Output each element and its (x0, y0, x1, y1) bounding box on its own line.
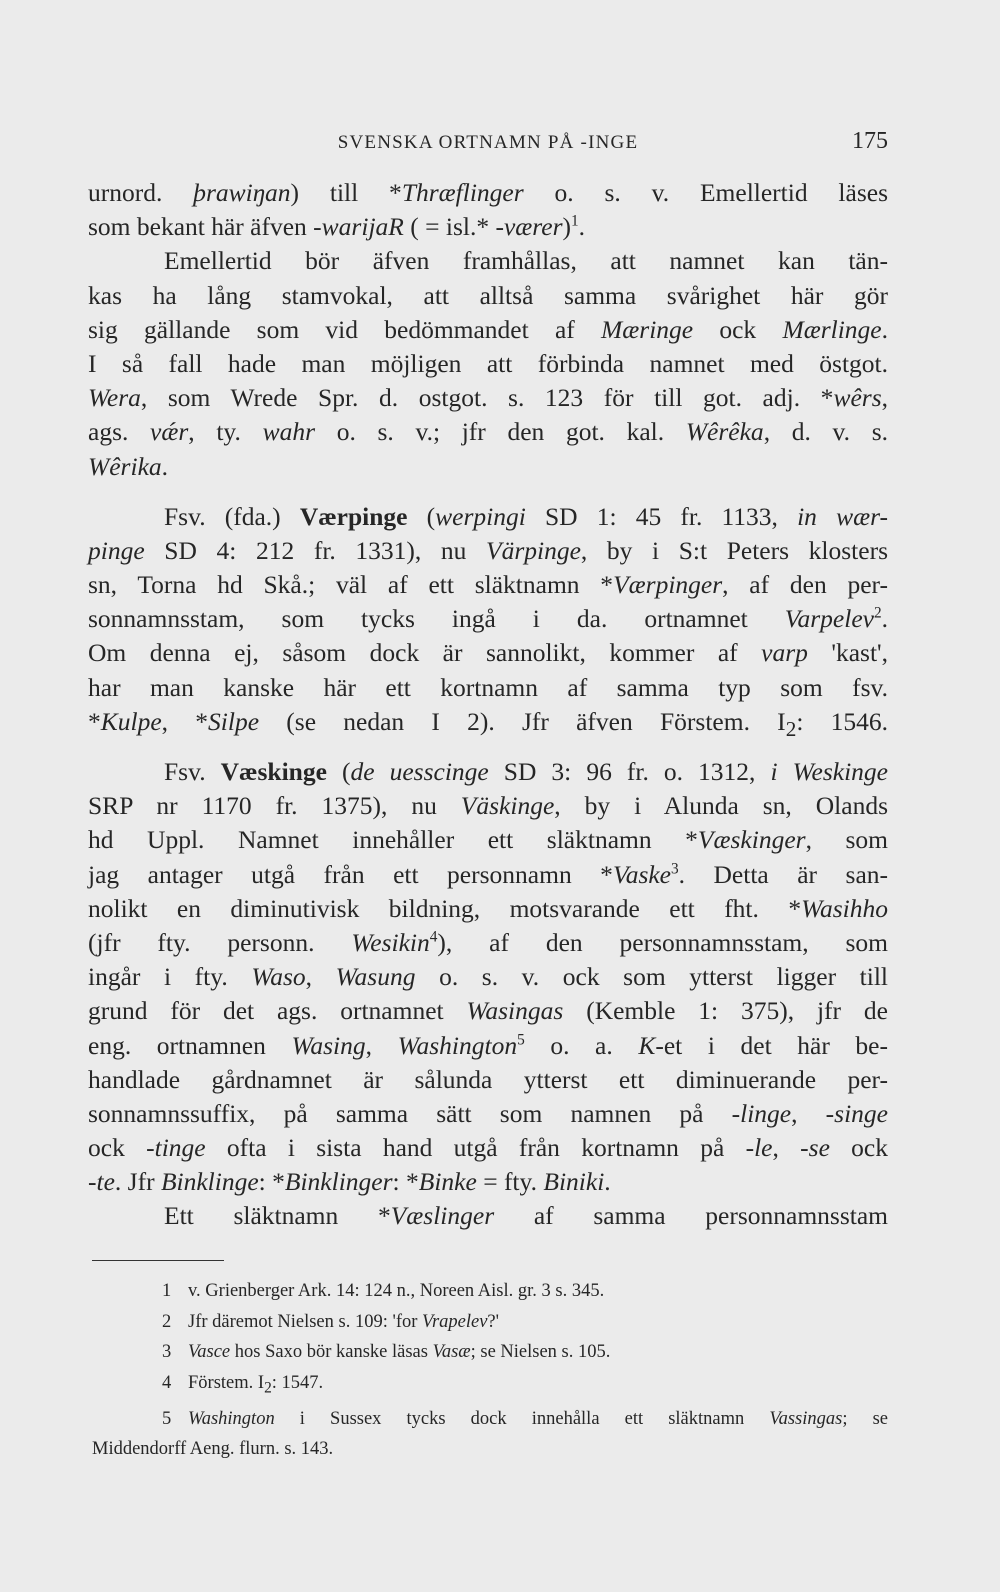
footnote-text: Vasce hos Saxo bör kanske läsas Vasæ; se Nielsen s. 105. (188, 1342, 611, 1362)
text-line: ags. vǽr, ty. wahr o. s. v.; jfr den got. kal. Wêrêka, d. v. s. (88, 417, 888, 447)
footnote (92, 1337, 888, 1368)
text-line: handlade gårdnamnet är sålunda ytterst ett diminuerande per- (88, 1064, 888, 1094)
text-line: sonnamnssuffix, på samma sätt som namnen på -linge, -singe (88, 1098, 888, 1128)
text-line: SRP nr 1170 fr. 1375), nu Väskinge, by i Alunda sn, Olands (88, 791, 888, 821)
text-line: Fsv. (fda.) Værpinge (werpingi SD 1: 45 fr. 1133, in wær- (164, 501, 888, 531)
text-line: Om denna ej, såsom dock är sannolikt, kommer af varp 'kast', (88, 638, 889, 668)
footnote-number: 5 (162, 1408, 172, 1429)
footnote (92, 1276, 888, 1307)
text-line: -te. Jfr Binklinge: *Binklinger: *Binke = fty. Biniki. (88, 1167, 611, 1197)
text-line: Wera, som Wrede Spr. d. ostgot. s. 123 för till got. adj. *wêrs, (88, 383, 888, 413)
text-line: har man kanske här ett kortnamn af samma typ som fsv. (88, 672, 888, 702)
text-line: *Kulpe, *Silpe (se nedan I 2). Jfr äfven Förstem. $I_2$: 1546. (88, 706, 889, 741)
text-line: pinge SD 4: 212 fr. 1331), nu Värpinge, by i S:t Peters klosters (88, 535, 888, 565)
footnote-number: 1 (162, 1281, 172, 1301)
footnote-text: Middendorff Aeng. flurn. s. 143. (92, 1439, 334, 1460)
text-line: grund för det ags. ortnamnet Wasingas (Kemble 1: 375), jfr de (88, 996, 888, 1026)
text-line: Ett släktnamn *Væslinger af samma personnamnsstam (164, 1201, 889, 1231)
footnote-text: Förstem. $I_2$: 1547. (188, 1372, 324, 1397)
text-line: hd Uppl. Namnet innehåller ett släktnamn *Væskinger, som (88, 825, 888, 855)
text-line: eng. ortnamnen Wasing, Washington$^5$ o. a. K-et i det här be- (88, 1030, 888, 1060)
footnote (92, 1404, 888, 1435)
text-line: som bekant här äfven -warijaR ( = isl.* -værer)$^1$. (88, 212, 586, 242)
text-line: ingår i fty. Waso, Wasung o. s. v. ock som ytterst ligger till (88, 962, 889, 992)
text-line: sonnamnsstam, som tycks ingå i da. ortnamnet Varpelev$^2$. (88, 604, 888, 634)
footnote-separator (92, 1260, 224, 1261)
text-line: I så fall hade man möjligen att förbinda namnet med östgot. (88, 348, 888, 378)
text-line: sig gällande som vid bedömmandet af Mæringe ock Mærlinge. (88, 314, 888, 344)
text-line: Fsv. Væskinge (de uesscinge SD 3: 96 fr. o. 1312, i Weskinge (164, 757, 889, 786)
paragraph-gap (88, 484, 888, 500)
text-line: ock -tinge ofta i sista hand utgå från kortnamn på -le, -se ock (88, 1133, 888, 1163)
text-line: Wêrika. (88, 451, 169, 481)
footnote (92, 1434, 888, 1465)
text-line: sn, Torna hd Skå.; väl af ett släktnamn *Værpinger, af den per- (88, 570, 889, 600)
text-line: nolikt en diminutivisk bildning, motsvarande ett fht. *Wasihho (88, 893, 888, 923)
body-text (88, 176, 888, 1234)
paragraph-gap (88, 739, 888, 755)
footnote (92, 1307, 888, 1338)
text-line: kas ha lång stamvokal, att alltså samma svårighet här gör (88, 280, 888, 310)
page-number: 175 (852, 128, 888, 154)
text-line: jag antager utgå från ett personnamn *Vaske$^3$. Detta är san- (88, 859, 889, 889)
footnote-number: 3 (162, 1342, 172, 1362)
footnote-number: 4 (162, 1372, 172, 1393)
page-header (88, 128, 888, 158)
footnote (92, 1368, 888, 1404)
text-line: Emellertid bör äfven framhållas, att namnet kan tän- (164, 246, 888, 276)
text-line: (jfr fty. personn. Wesikin$^4$), af den personnamnsstam, som (88, 927, 888, 957)
text-line: urnord. þrawiŋan) till *Thræflinger o. s. v. Emellertid läses (88, 178, 889, 207)
footnote-text: Jfr däremot Nielsen s. 109: 'for Vrapelev?' (188, 1311, 499, 1332)
footnote-text: v. Grienberger Ark. 14: 124 n., Noreen Aisl. gr. 3 s. 345. (188, 1281, 605, 1301)
footnotes (92, 1276, 888, 1465)
running-title: SVENSKA ORTNAMN PÅ -INGE (337, 132, 639, 153)
footnote-text: Washington i Sussex tycks dock innehålla ett släktnamn Vassingas; se (188, 1408, 888, 1429)
footnote-number: 2 (162, 1311, 172, 1332)
